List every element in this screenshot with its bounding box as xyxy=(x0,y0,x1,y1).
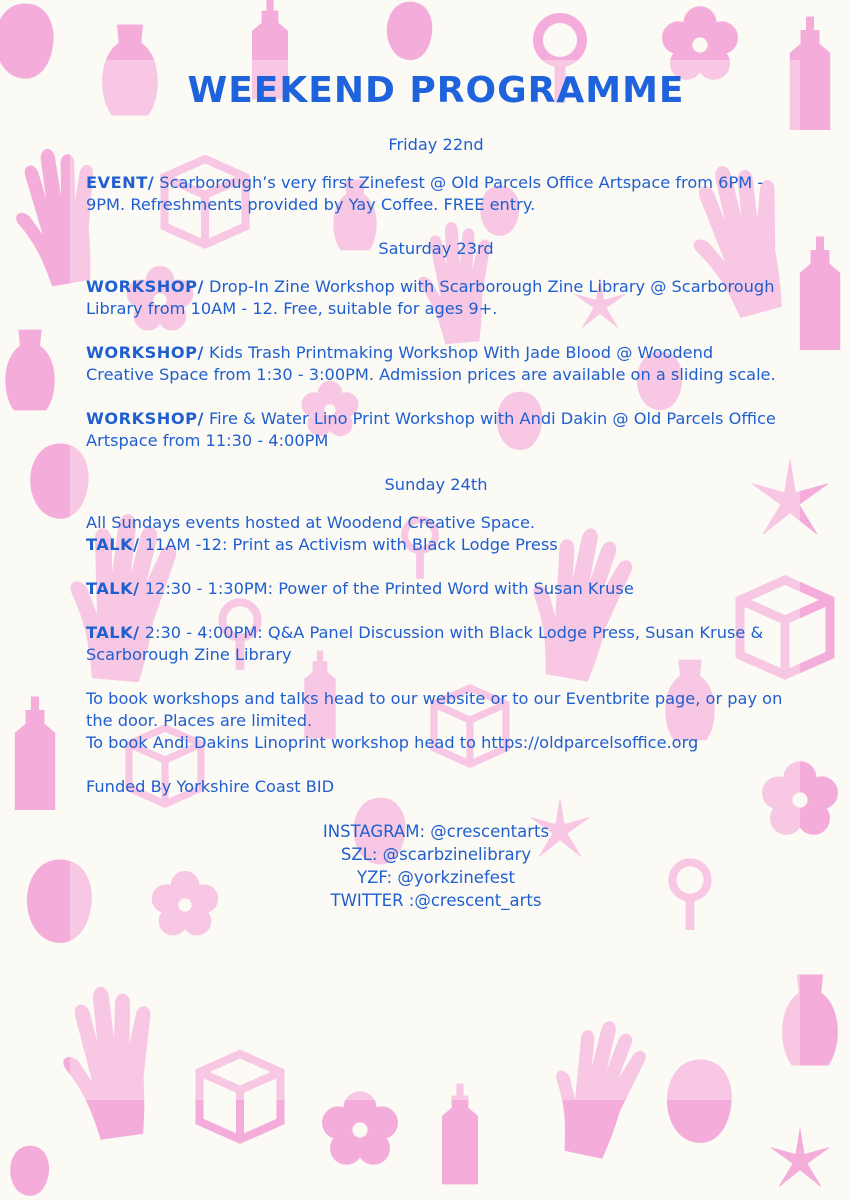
saturday-item-1 xyxy=(86,276,786,320)
friday-event xyxy=(86,172,786,216)
workshop-label: WORKSHOP/ xyxy=(86,343,204,362)
page-title: WEEKEND PROGRAMME xyxy=(187,70,685,111)
social-instagram: INSTAGRAM: @crescentarts xyxy=(322,822,550,841)
sunday-intro: All Sundays events hosted at Woodend Creative Space. xyxy=(86,513,536,532)
booking-info xyxy=(86,688,786,754)
sunday-talk-3 xyxy=(86,622,786,666)
workshop-text: Fire & Water Lino Print Workshop with Andi Dakin @ Old Parcels Office Artspace from 11:30 - 4:00PM xyxy=(86,409,776,450)
social-yzf: YZF: @yorkzinefest xyxy=(357,868,515,887)
saturday-item-2 xyxy=(86,342,786,386)
talk-label: TALK/ xyxy=(86,579,140,598)
event-label: EVENT/ xyxy=(86,173,155,192)
sunday-talk-1 xyxy=(86,534,786,556)
workshop-text: Drop-In Zine Workshop with Scarborough Zine Library @ Scarborough Library from 10AM - 12. Free, suitable for ages 9+. xyxy=(86,277,775,318)
talk-text: 2:30 - 4:00PM: Q&A Panel Discussion with Black Lodge Press, Susan Kruse & Scarborough Zine Library xyxy=(86,623,764,664)
social-szl: SZL: @scarbzinelibrary xyxy=(340,845,532,864)
workshop-label: WORKSHOP/ xyxy=(86,409,204,428)
funded-by: Funded By Yorkshire Coast BID xyxy=(86,777,335,796)
social-handles xyxy=(86,820,786,912)
talk-label: TALK/ xyxy=(86,623,140,642)
talk-text: 11AM -12: Print as Activism with Black Lodge Press xyxy=(139,535,558,554)
saturday-item-3 xyxy=(86,408,786,452)
booking-line-2: To book Andi Dakins Linoprint workshop head to https://oldparcelsoffice.org xyxy=(86,733,699,752)
day-heading-friday: Friday 22nd xyxy=(388,135,484,154)
day-heading-saturday: Saturday 23rd xyxy=(378,239,494,258)
talk-text: 12:30 - 1:30PM: Power of the Printed Word with Susan Kruse xyxy=(139,579,634,598)
sunday-talk-2 xyxy=(86,578,786,600)
programme-content xyxy=(86,66,786,912)
sunday-intro-and-first-talk xyxy=(86,512,786,556)
booking-line-1: To book workshops and talks head to our website or to our Eventbrite page, or pay on the door. Places are limited. xyxy=(86,689,783,730)
workshop-label: WORKSHOP/ xyxy=(86,277,204,296)
day-heading-sunday: Sunday 24th xyxy=(384,475,488,494)
event-text: Scarborough’s very first Zinefest @ Old Parcels Office Artspace from 6PM - 9PM. Refreshments provided by Yay Coffee. FREE entry. xyxy=(86,173,764,214)
talk-label: TALK/ xyxy=(86,535,140,554)
workshop-text: Kids Trash Printmaking Workshop With Jade Blood @ Woodend Creative Space from 1:30 - 3:00PM. Admission prices are available on a sliding scale. xyxy=(86,343,776,384)
social-twitter: TWITTER :@crescent_arts xyxy=(330,891,542,910)
